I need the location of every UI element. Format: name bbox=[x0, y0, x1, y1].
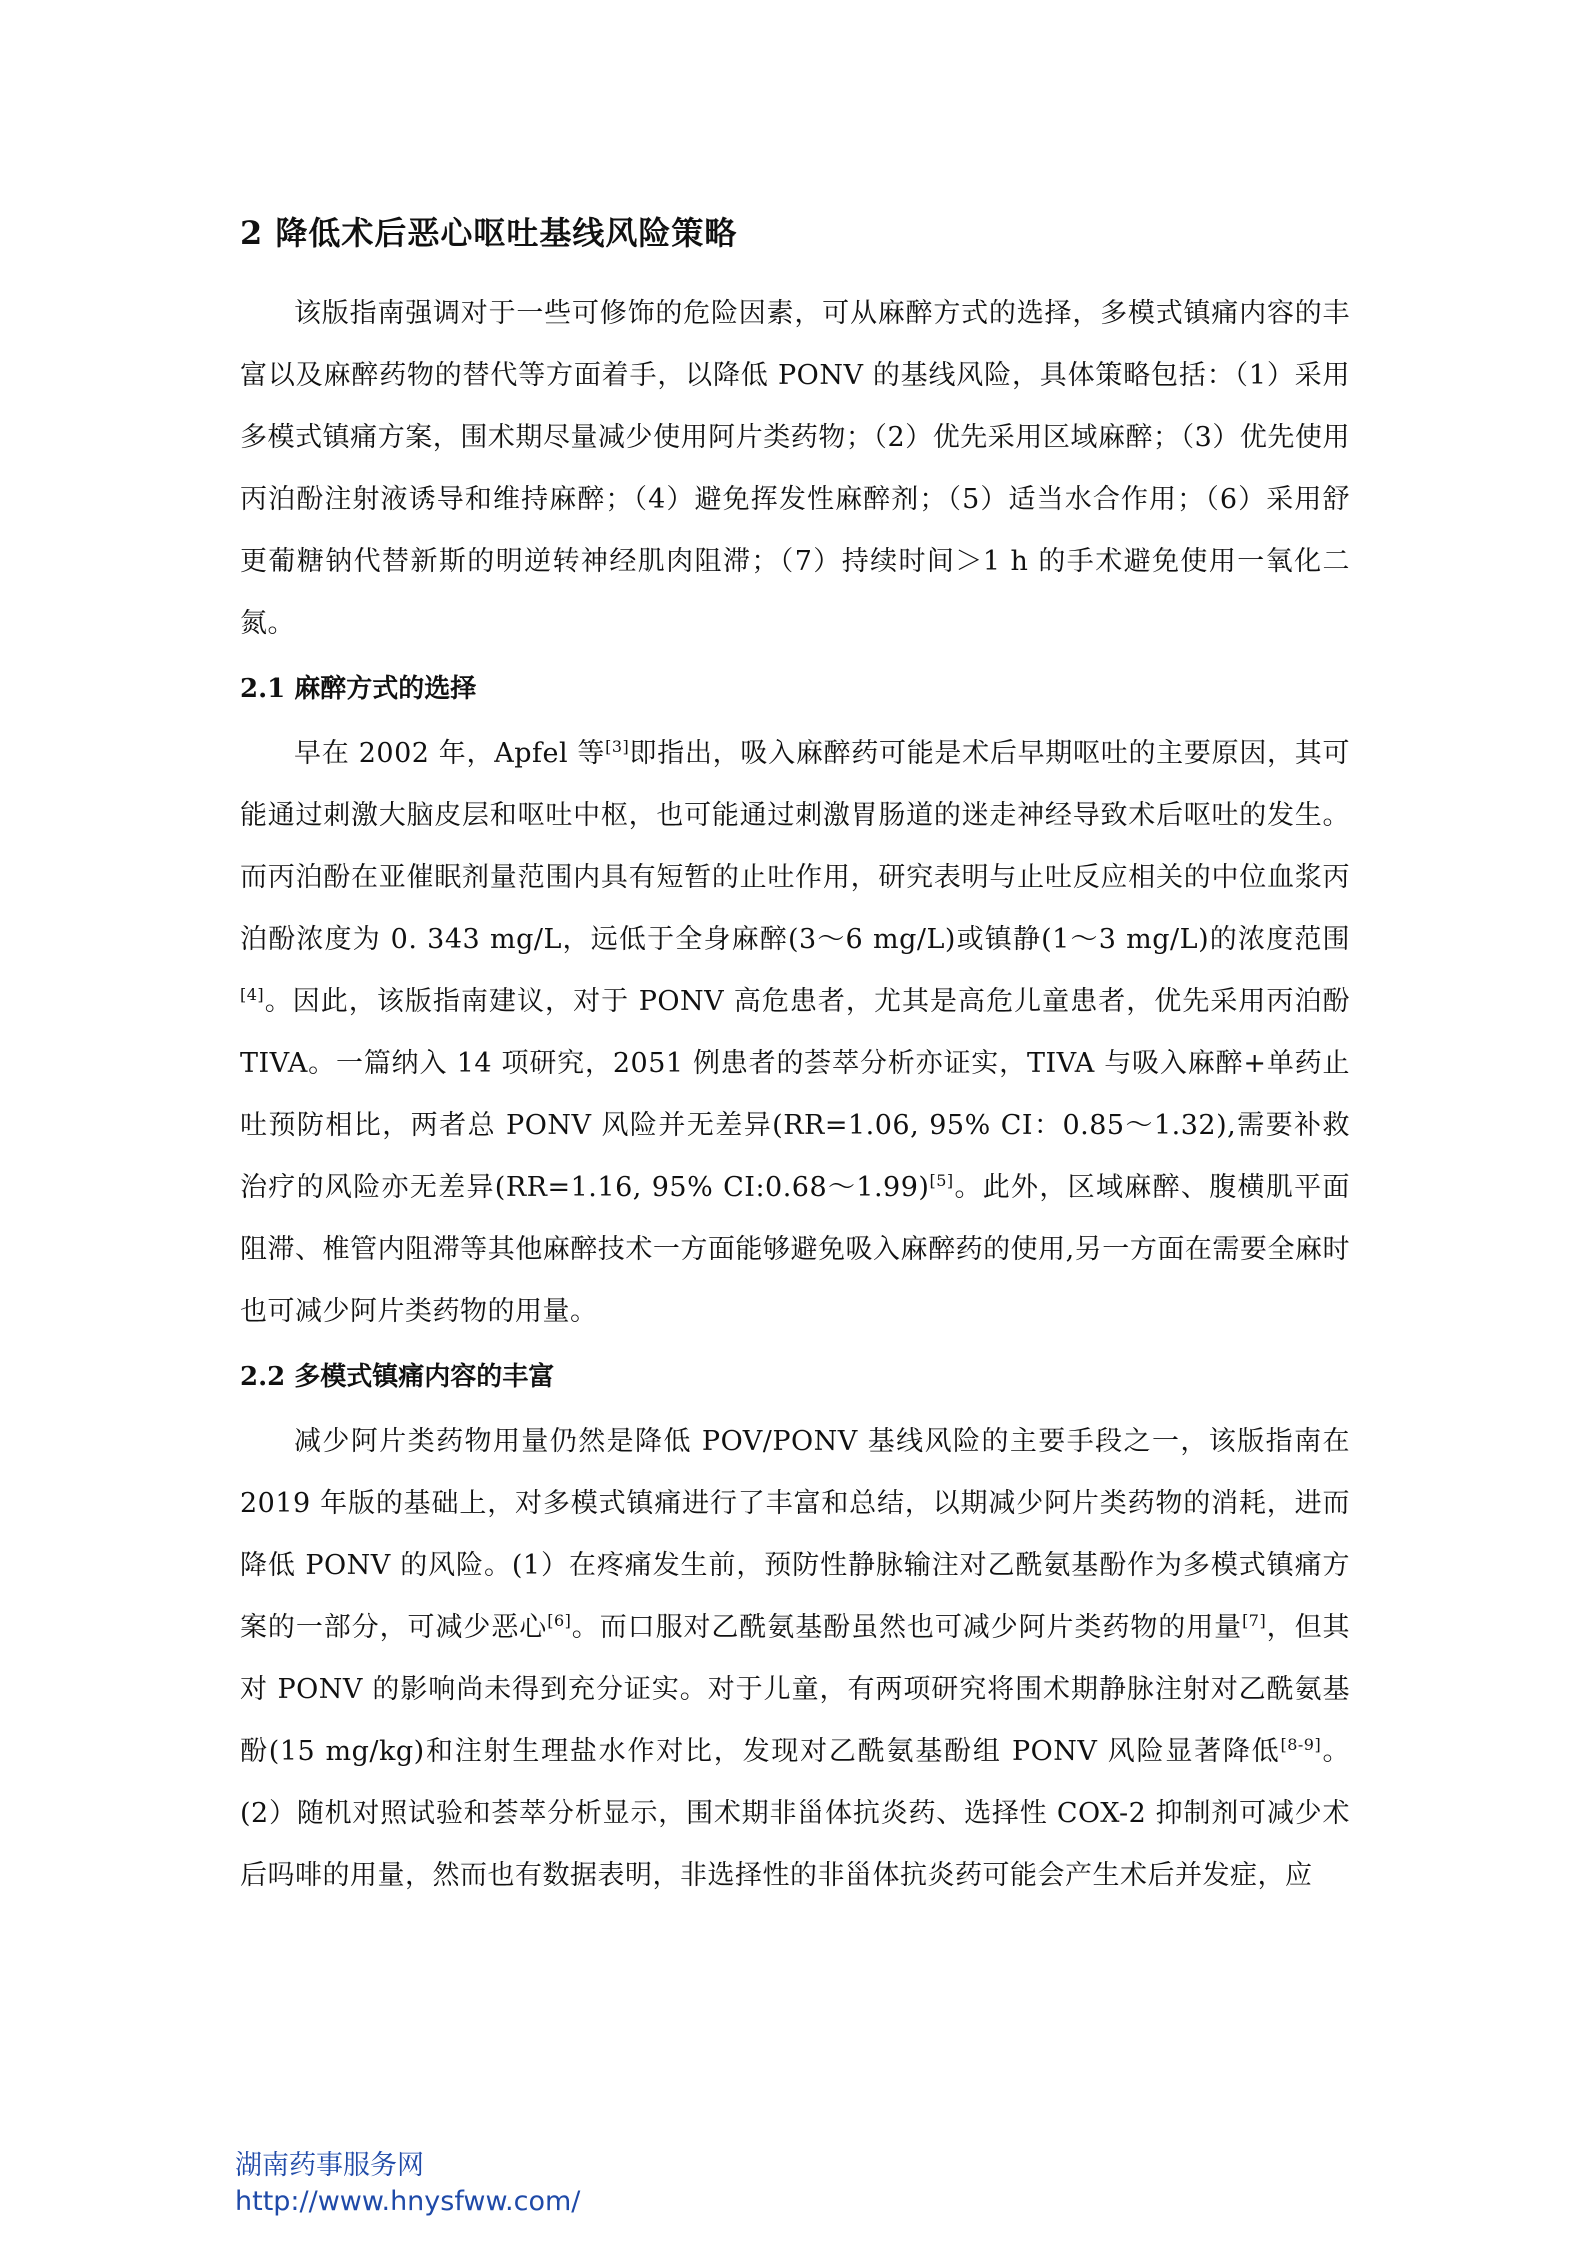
citation-ref: [8-9] bbox=[1280, 1735, 1322, 1754]
text-segment: 即指出，吸入麻醉药可能是术后早期呕吐的主要原因，其可能通过刺激大脑皮层和呕吐中枢，也可能通过刺激胃肠道的迷走神经导致术后呕吐的发生。而丙泊酚在亚催眠剂量范围内具有短暂的止吐作用，研究表明与止吐反应相关的中位血浆丙泊酚浓度为 0. 343 mg/L，远低于全身麻醉(3～6 mg/L)或镇静(1～3 mg/L)的浓度范围 bbox=[240, 738, 1350, 955]
section-paragraph: 该版指南强调对于一些可修饰的危险因素，可从麻醉方式的选择，多模式镇痛内容的丰富以及麻醉药物的替代等方面着手，以降低 PONV 的基线风险，具体策略包括：（1）采用多模式镇痛方案，围术期尽量减少使用阿片类药物；（2）优先采用区域麻醉；（3）优先使用丙泊酚注射液诱导和维持麻醉；（4）避免挥发性麻醉剂；（5）适当水合作用；（6）采用舒更葡糖钠代替新斯的明逆转神经肌肉阻滞；（7）持续时间＞1 h 的手术避免使用一氧化二氮。 bbox=[240, 298, 1350, 639]
footer-site-name: 湖南药事服务网 bbox=[235, 2150, 424, 2181]
section-title: 2 降低术后恶心呕吐基线风险策略 bbox=[240, 214, 738, 252]
text-segment: 减少阿片类药物用量仍然是降低 POV/PONV 基线风险的主要手段之一，该版指南在 2019 年版的基础上，对多模式镇痛进行了丰富和总结，以期减少阿片类药物的消耗，进而降低 PONV 的风险。(1）在疼痛发生前，预防性静脉输注对乙酰氨基酚作为多模式镇痛方案的一部分，可减少恶心 bbox=[240, 1426, 1350, 1643]
footer-url-link[interactable]: http://www.hnysfww.com/ bbox=[235, 2186, 581, 2217]
subsection-title-2-2: 2.2 多模式镇痛内容的丰富 bbox=[240, 1362, 555, 1392]
subsection-title-2-1: 2.1 麻醉方式的选择 bbox=[240, 674, 477, 704]
citation-ref: [4] bbox=[240, 985, 265, 1004]
page-footer bbox=[235, 2148, 580, 2220]
citation-ref: [5] bbox=[929, 1171, 954, 1190]
subsection-2-2-paragraph bbox=[240, 1411, 1350, 1907]
text-segment: 早在 2002 年，Apfel 等 bbox=[294, 738, 606, 769]
text-segment: 。因此，该版指南建议，对于 PONV 高危患者，尤其是高危儿童患者，优先采用丙泊酚 TIVA。一篇纳入 14 项研究，2051 例患者的荟萃分析亦证实，TIVA 与吸入麻醉+单药止吐预防相比，两者总 PONV 风险并无差异(RR=1.06, 95% CI：0.85～1.32),需要补救治疗的风险亦无差异(RR=1.16, 95% CI:0.68～1.99) bbox=[240, 986, 1350, 1203]
document-body bbox=[240, 205, 1350, 1913]
text-segment: 。(2）随机对照试验和荟萃分析显示，围术期非甾体抗炎药、选择性 COX-2 抑制剂可减少术后吗啡的用量，然而也有数据表明，非选择性的非甾体抗炎药可能会产生术后并发症，应 bbox=[240, 1736, 1351, 1891]
text-segment: 。此外，区域麻醉、腹横肌平面阻滞、椎管内阻滞等其他麻醉技术一方面能够避免吸入麻醉药的使用,另一方面在需要全麻时也可减少阿片类药物的用量。 bbox=[240, 1172, 1350, 1327]
citation-ref: [7] bbox=[1242, 1611, 1267, 1630]
subsection-2-1-paragraph bbox=[240, 723, 1350, 1343]
text-segment: 。而口服对乙酰氨基酚虽然也可减少阿片类药物的用量 bbox=[571, 1612, 1243, 1643]
citation-ref: [6] bbox=[547, 1611, 572, 1630]
text-segment: ，但其对 PONV 的影响尚未得到充分证实。对于儿童，有两项研究将围术期静脉注射对乙酰氨基酚(15 mg/kg)和注射生理盐水作对比，发现对乙酰氨基酚组 PONV 风险显著降低 bbox=[240, 1612, 1351, 1767]
citation-ref: [3] bbox=[605, 737, 630, 756]
